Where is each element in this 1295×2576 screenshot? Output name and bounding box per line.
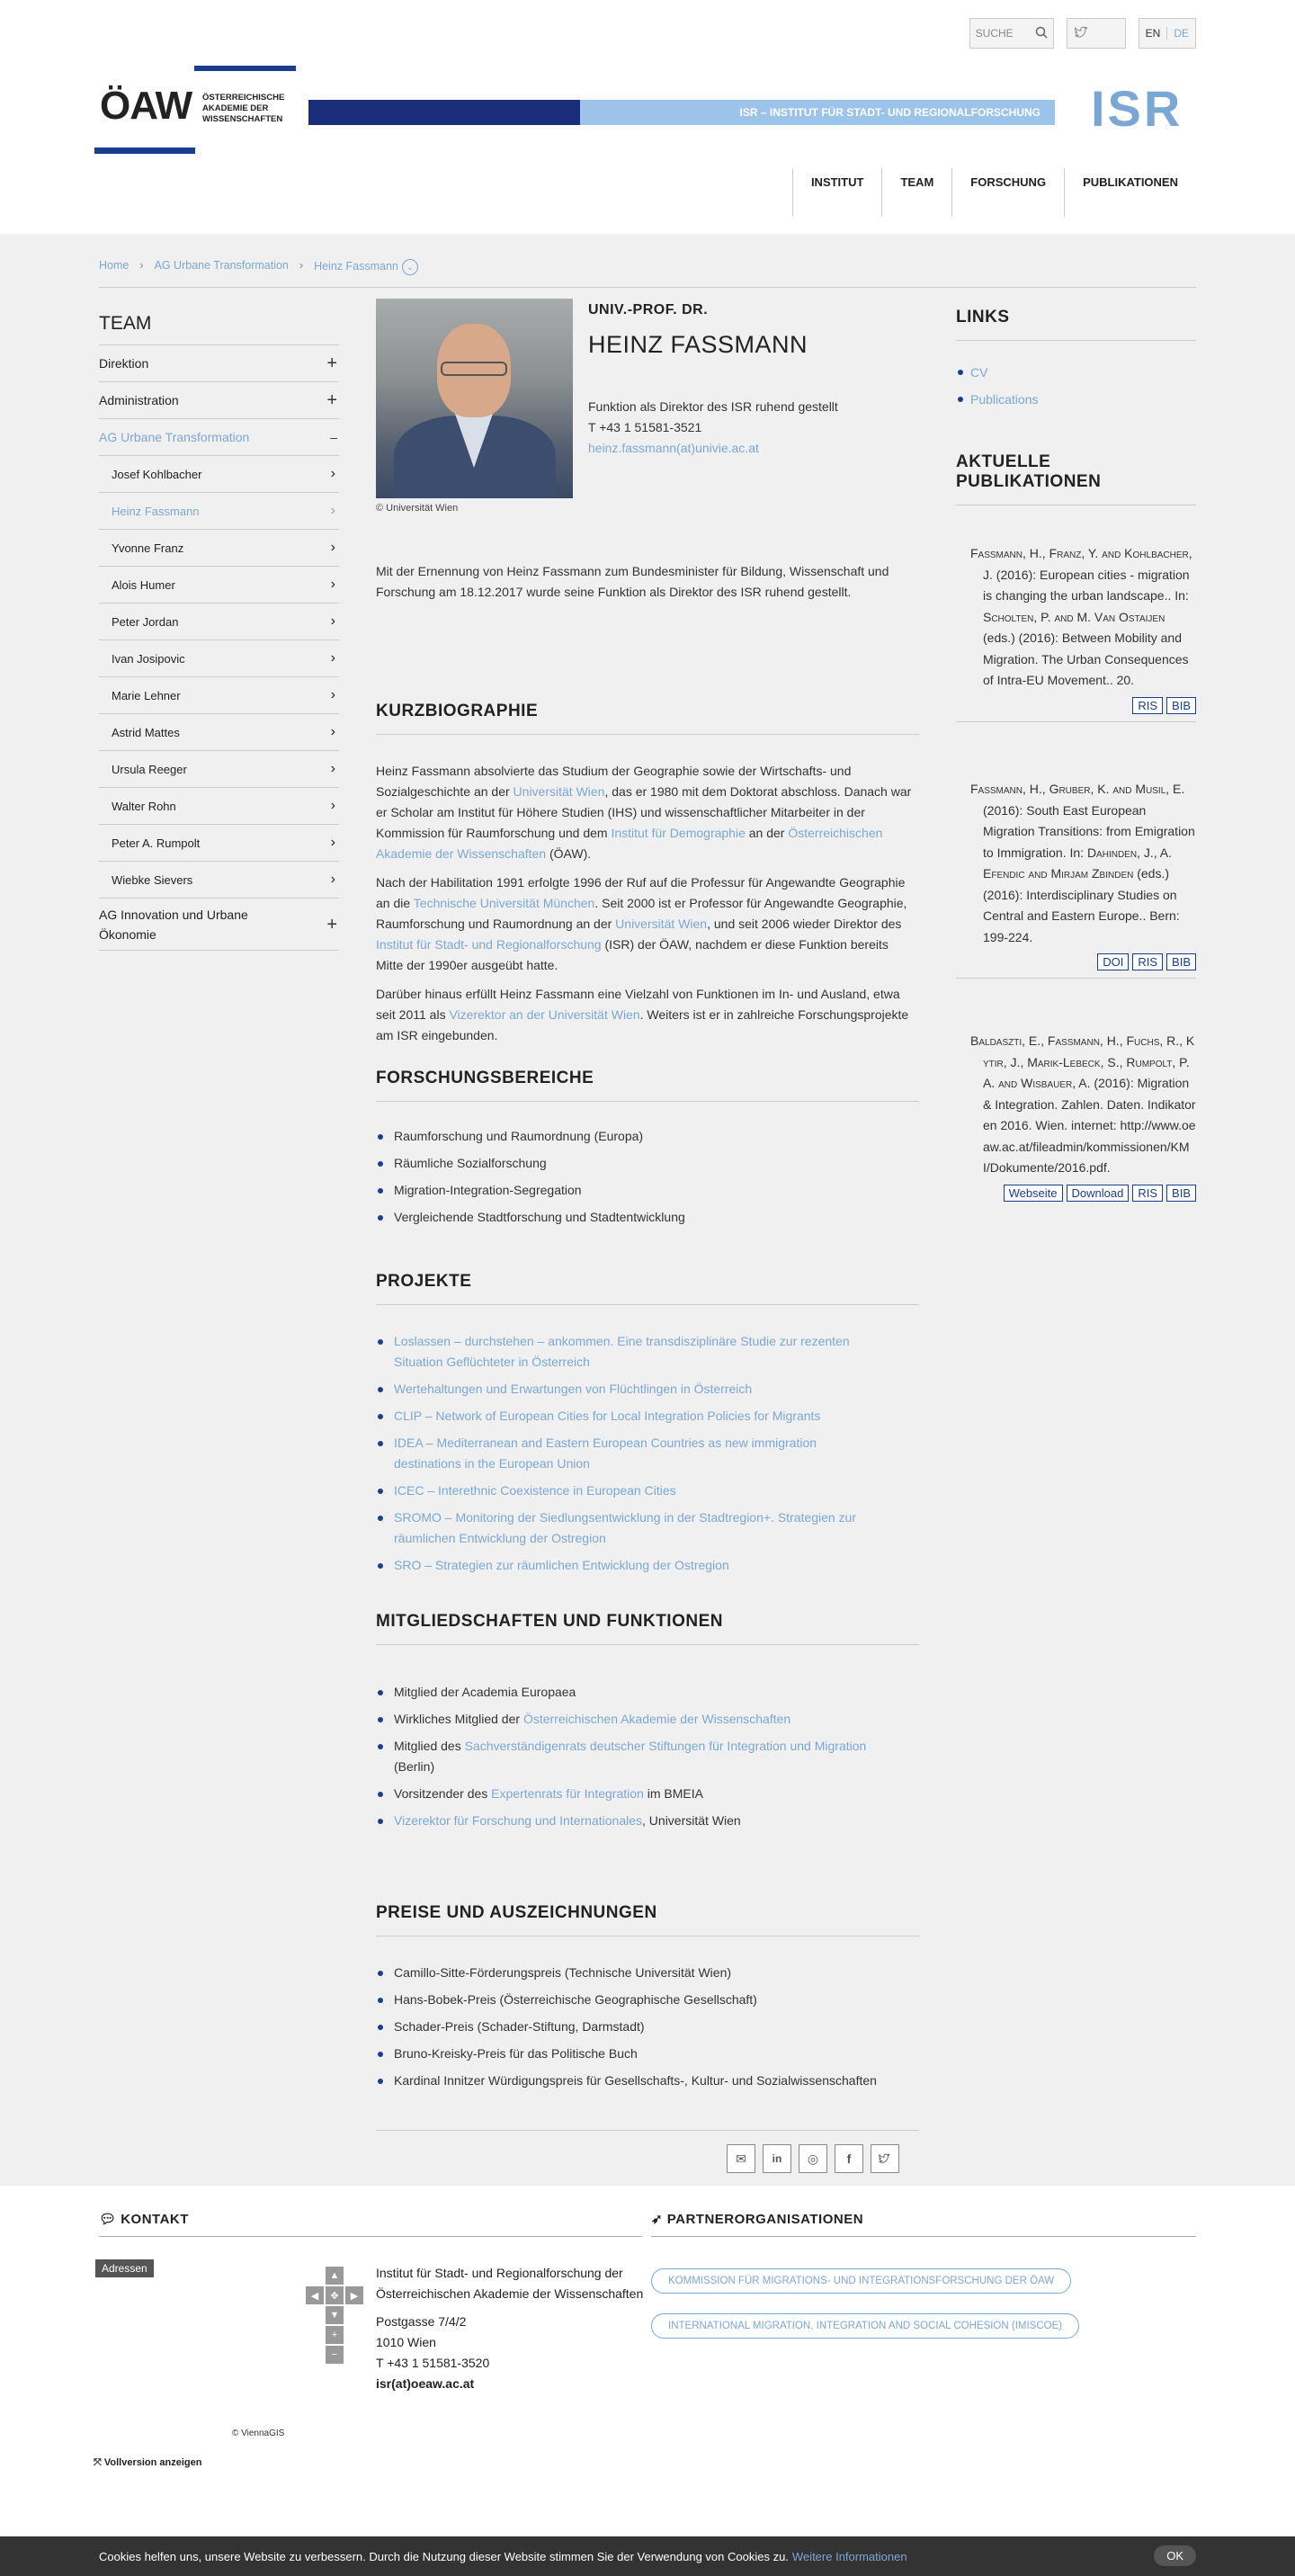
breadcrumb [99, 248, 1196, 288]
sidebar-subitem[interactable] [99, 825, 339, 862]
person-name: HEINZ FASSMANN [588, 331, 808, 358]
kontakt-label: KONTAKT [121, 2212, 189, 2227]
chevron-right-icon: › [330, 540, 335, 555]
ris-button[interactable]: RIS [1132, 697, 1163, 714]
list-item: Kardinal Innitzer Würdigungspreis für Gesellschafts-, Kultur- und Sozialwissenschaften [376, 2071, 919, 2091]
list-item: Vergleichende Stadtforschung und Stadtentwicklung [376, 1207, 919, 1228]
logo-oaw-fullname: ÖSTERREICHISCHE AKADEMIE DER WISSENSCHAFTEN [202, 93, 285, 124]
bio-paragraph-3 [376, 984, 919, 1046]
nav-publikationen[interactable]: PUBLIKATIONEN [1064, 168, 1196, 217]
sidebar-subitem-label: Alois Humer [112, 577, 175, 592]
list-item: Camillo-Sitte-Förderungspreis (Technische Universität Wien) [376, 1963, 919, 1983]
logo-oaw-wordmark: ÖAW [100, 84, 192, 128]
project-link[interactable]: ICEC – Interethnic Coexistence in European Cities [394, 1483, 676, 1498]
phone-number: T +43 1 51581-3521 [588, 420, 702, 434]
list-item [376, 1811, 880, 1831]
chevron-right-icon: › [330, 650, 335, 666]
publications-link[interactable]: Publications [970, 392, 1039, 407]
list-item [376, 1709, 880, 1730]
sidebar-subitem[interactable] [99, 714, 339, 751]
cv-link[interactable]: CV [970, 365, 988, 380]
project-link[interactable]: IDEA – Mediterranean and Eastern European Countries as new immigration destinations in the European Union [394, 1436, 817, 1471]
photo-caption: © Universität Wien [376, 503, 459, 514]
plus-icon[interactable]: + [326, 353, 337, 373]
breadcrumb-current-label: Heinz Fassmann [314, 260, 398, 273]
cookie-text: Cookies helfen uns, unsere Website zu verbessern. Durch die Nutzung dieser Website stimmen Sie der Verwendung von Cookies zu. [99, 2549, 789, 2563]
sidebar-item-ag-innovation[interactable] [99, 899, 339, 951]
search-placeholder: SUCHE [975, 27, 1014, 40]
main-nav [792, 168, 1196, 217]
list-item[interactable] [376, 1433, 880, 1474]
search-input[interactable] [969, 18, 1054, 49]
forschung-list [376, 1126, 919, 1234]
chevron-right-icon: › [330, 503, 335, 518]
chevron-right-icon: › [330, 872, 335, 887]
right-sidebar [956, 308, 1196, 1200]
bio-paragraph-2 [376, 872, 919, 976]
chevron-right-icon: › [330, 761, 335, 776]
sidebar-subitem-label: Peter A. Rumpolt [112, 836, 201, 850]
chevron-right-icon: › [330, 577, 335, 592]
cookie-banner [0, 2536, 1295, 2576]
links-list [956, 359, 1196, 413]
list-item[interactable] [956, 386, 1196, 413]
pan-center-icon[interactable]: ✥ [326, 2286, 344, 2304]
list-item [376, 1784, 880, 1804]
project-link[interactable]: SROMO – Monitoring der Siedlungsentwicklung in der Stadtregion+. Strategien zur räumlichen Entwicklung der Ostregion [394, 1510, 856, 1545]
list-item[interactable] [956, 359, 1196, 386]
publication-buttons [956, 953, 1196, 970]
sidebar-subitem[interactable] [99, 604, 339, 640]
zoom-out-icon[interactable]: − [326, 2346, 344, 2364]
sidebar-subitem-label: Walter Rohn [112, 799, 176, 813]
project-link[interactable]: Wertehaltungen und Erwartungen von Flüchtlingen in Österreich [394, 1382, 753, 1396]
authors: Fassmann, H., Gruber, K. and Musil, E. [970, 782, 1185, 796]
pan-right-icon[interactable]: ▶ [345, 2286, 363, 2304]
email-link[interactable]: heinz.fassmann(at)univie.ac.at [588, 441, 759, 455]
text: (ÖAW). [546, 846, 592, 861]
vollversion-label: Vollversion anzeigen [103, 2457, 202, 2468]
cookie-more-info-link[interactable]: Weitere Informationen [791, 2549, 907, 2563]
doi-button[interactable]: DOI [1097, 953, 1129, 970]
sidebar-item-label: AG Innovation und Urbane Ökonomie [99, 907, 248, 942]
oaw-logo[interactable] [94, 66, 296, 154]
section-heading-projekte: PROJEKTE [376, 1272, 919, 1305]
text: (2016): Migration & Integration. Zahlen. Daten. Indikatoren 2016. Wien. internet: http://www.oeaw.ac.at/fileadmin/kommissionen/KMI/Dokumente/2016.pdf. [983, 1076, 1196, 1175]
partner-link-imiscoe[interactable]: INTERNATIONAL MIGRATION, INTEGRATION AND SOCIAL COHESION (IMISCOE) [651, 2313, 1079, 2339]
sidebar-subitem-label: Astrid Mattes [112, 725, 180, 739]
pan-left-icon[interactable]: ◀ [306, 2286, 324, 2304]
logo-bar-bottom [94, 148, 195, 154]
sidebar-item-administration[interactable] [99, 382, 339, 419]
sidebar-subitem[interactable] [99, 751, 339, 788]
site-header [0, 0, 1295, 234]
expand-icon: ⤧ [94, 2457, 102, 2468]
publication-citation [956, 779, 1196, 948]
team-sidebar [99, 308, 339, 951]
share-divider [376, 2130, 919, 2131]
breadcrumb-home[interactable]: Home [99, 259, 130, 272]
publications-title: AKTUELLE PUBLIKATIONEN [956, 452, 1196, 505]
portrait-photo [376, 299, 573, 498]
email-link[interactable]: isr(at)oeaw.ac.at [376, 2376, 475, 2391]
links-title: LINKS [956, 308, 1196, 341]
list-item [376, 1736, 880, 1777]
chevron-right-icon: › [330, 798, 335, 813]
sidebar-item-direktion[interactable] [99, 345, 339, 382]
profile-header [588, 302, 921, 459]
chevron-right-icon: › [330, 724, 335, 739]
breadcrumb-separator: › [139, 259, 144, 272]
text: Mitglied des [394, 1739, 465, 1753]
text: (Berlin) [394, 1759, 435, 1774]
publication-buttons [956, 697, 1196, 714]
text: , und seit 2006 wieder Direktor des [707, 917, 902, 931]
list-item[interactable] [376, 1555, 880, 1576]
list-item[interactable] [376, 1507, 880, 1549]
ris-button[interactable]: RIS [1132, 1185, 1163, 1202]
twitter-icon [1075, 26, 1089, 41]
text: Vorsitzender des [394, 1786, 492, 1801]
sidebar-subitem[interactable] [99, 677, 339, 714]
text: , Universität Wien [642, 1813, 741, 1828]
plus-icon[interactable]: + [326, 914, 337, 935]
sidebar-subitem-label: Wiebke Sievers [112, 872, 193, 887]
mitglied-list [376, 1682, 880, 1838]
lang-de[interactable]: DE [1166, 27, 1195, 40]
list-item[interactable] [376, 1406, 880, 1427]
breadcrumb-ag-urbane[interactable]: AG Urbane Transformation [154, 259, 289, 272]
partner-link-kmi[interactable]: KOMMISSION FÜR MIGRATIONS- UND INTEGRATIONSFORSCHUNG DER ÖAW [651, 2268, 1071, 2294]
publication-buttons [956, 1185, 1196, 1202]
text: (2016): South East European Migration Transitions: from Emigration to Immigration. In: [983, 802, 1195, 860]
link-universitaet-wien[interactable]: Universität Wien [513, 784, 605, 799]
vollversion-link[interactable] [94, 2457, 201, 2469]
kontakt-heading [99, 2211, 642, 2237]
link-vizerektor[interactable]: Vizerektor für Forschung und Internationales [394, 1813, 643, 1828]
sidebar-subitem[interactable] [99, 567, 339, 604]
institute-name: Institut für Stadt- und Regionalforschung der Österreichischen Akademie der Wissenschaften [376, 2266, 644, 2301]
twitter-button[interactable] [1067, 18, 1126, 49]
publication-citation [956, 543, 1196, 692]
bib-button[interactable]: BIB [1166, 1185, 1196, 1202]
map-attribution: © ViennaGIS [232, 2428, 285, 2438]
pan-up-icon[interactable]: ▲ [326, 2267, 344, 2285]
partner-label: PARTNERORGANISATIONEN [666, 2212, 864, 2227]
linkedin-share-icon[interactable]: in [763, 2144, 791, 2173]
text: an der [745, 826, 789, 840]
list-item: Migration-Integration-Segregation [376, 1180, 919, 1201]
text: J. (2016): European cities - migration is changing the urban landscape.. In: [983, 567, 1190, 603]
bio-paragraph-1 [376, 761, 919, 864]
partner-heading [651, 2211, 1196, 2237]
text: . Weiters ist er in zahlreiche Forschungsprojekte am ISR eingebunden. [376, 1007, 909, 1042]
list-item[interactable] [376, 1480, 880, 1501]
editors: Scholten, P. and M. Van Ostaijen [983, 609, 1166, 624]
chevron-down-icon[interactable]: ⌄ [402, 259, 418, 275]
publication-entry [956, 779, 1196, 979]
sidebar-subitem-label: Yvonne Franz [112, 541, 184, 555]
nav-forschung[interactable]: FORSCHUNG [951, 168, 1064, 217]
pan-down-icon[interactable]: ▼ [326, 2306, 344, 2324]
share-bar [727, 2144, 899, 2173]
adressen-button[interactable]: Adressen [95, 2259, 154, 2277]
sidebar-item-label: AG Urbane Transformation [99, 430, 250, 444]
website-button[interactable]: Webseite [1004, 1185, 1063, 1202]
chevron-right-icon: › [330, 687, 335, 702]
sidebar-subitem[interactable] [99, 640, 339, 677]
isr-logo[interactable]: ISR [1091, 80, 1183, 137]
authors: Fassmann, H., Franz, Y. and Kohlbacher, [970, 546, 1192, 560]
list-item: Schader-Preis (Schader-Stiftung, Darmstadt) [376, 2017, 919, 2037]
download-button[interactable]: Download [1067, 1185, 1130, 1202]
site-footer [0, 2186, 1295, 2536]
search-icon[interactable] [1035, 26, 1048, 41]
email-share-icon[interactable]: ✉ [727, 2144, 755, 2173]
intro-text: Mit der Ernennung von Heinz Fassmann zum Bundesminister für Bildung, Wissenschaft und Forschung am 18.12.2017 wurde seine Funktion als Direktor des ISR ruhend gestellt. [376, 564, 889, 599]
list-item[interactable] [376, 1379, 880, 1400]
text: (eds.) (2016): Between Mobility and Migration. The Urban Consequences of Intra-EU Movement.. 20. [983, 631, 1189, 687]
sidebar-subitem-label: Heinz Fassmann [112, 504, 200, 518]
sidebar-item-ag-urbane-transformation[interactable] [99, 419, 339, 456]
utility-bar [969, 18, 1196, 49]
twitter-share-icon[interactable] [871, 2144, 899, 2173]
preise-list [376, 1963, 919, 2097]
text: im BMEIA [643, 1786, 703, 1801]
sidebar-item-label: Administration [99, 393, 179, 407]
ris-button[interactable]: RIS [1132, 953, 1163, 970]
city: 1010 Wien [376, 2335, 436, 2349]
link-isr[interactable]: Institut für Stadt- und Regionalforschung [376, 937, 602, 952]
text: Wirkliches Mitglied der [394, 1712, 523, 1726]
zoom-in-icon[interactable]: + [326, 2326, 344, 2344]
rocket-icon: ➶ [651, 2212, 664, 2227]
text: . Seit 2000 ist er Professor für Angewandte Geographie, Raumforschung und Raumordnung an der [376, 896, 907, 931]
link-institut-demographie[interactable]: Institut für Demographie [611, 826, 746, 840]
publication-entry [956, 1031, 1196, 1209]
bib-button[interactable]: BIB [1166, 953, 1196, 970]
isr-bar-title: ISR – INSTITUT FÜR STADT- UND REGIONALFORSCHUNG [580, 100, 1055, 125]
list-item: Mitglied der Academia Europaea [376, 1682, 880, 1703]
nav-team[interactable]: TEAM [881, 168, 951, 217]
project-link[interactable]: CLIP – Network of European Cities for Local Integration Policies for Migrants [394, 1409, 821, 1423]
lang-en[interactable]: EN [1145, 27, 1161, 40]
projekte-list [376, 1331, 880, 1582]
isr-bar-dark [308, 100, 580, 125]
phone: T +43 1 51581-3520 [376, 2356, 490, 2370]
chevron-right-icon: › [330, 835, 335, 850]
minus-icon[interactable]: – [330, 430, 337, 444]
street: Postgasse 7/4/2 [376, 2314, 467, 2329]
cookie-ok-button[interactable]: OK [1154, 2545, 1196, 2566]
link-sachverstaendigenrat[interactable]: Sachverständigenrats deutscher Stiftungen für Integration und Migration [464, 1739, 867, 1753]
breadcrumb-current[interactable] [314, 259, 418, 275]
address-block [376, 2263, 646, 2394]
text: Nach der Habilitation 1991 erfolgte 1996 der Ruf auf die Professur für Angewandte Geographie an die [376, 875, 906, 910]
project-link[interactable]: Loslassen – durchstehen – ankommen. Eine transdisziplinäre Studie zur rezenten Situation Geflüchteter in Österreich [394, 1334, 850, 1369]
portrait-glasses [441, 362, 507, 376]
academic-title: UNIV.-PROF. DR. [588, 302, 709, 318]
sidebar-subitem[interactable] [99, 530, 339, 567]
chevron-right-icon: › [330, 466, 335, 481]
project-link[interactable]: SRO – Strategien zur räumlichen Entwicklung der Ostregion [394, 1558, 729, 1572]
researchgate-share-icon[interactable]: ◎ [799, 2144, 827, 2173]
chevron-right-icon: › [330, 613, 335, 629]
language-switcher [1139, 18, 1196, 49]
text: , das er 1980 mit dem Doktorat abschloss. Danach war er Scholar am Institut für Höhere Studien (IHS) und wissenschaftlicher Mitarbeiter in der Kommission für Raumforschung und dem [376, 784, 912, 840]
publication-citation [956, 1031, 1196, 1179]
sidebar-subitem-label: Josef Kohlbacher [112, 467, 202, 481]
text: (eds.) (2016): Interdisciplinary Studies on Central and Eastern Europe.. Bern: 199-224. [983, 866, 1180, 944]
sidebar-subitem[interactable] [99, 456, 339, 493]
sidebar-subitem-label: Ivan Josipovic [112, 651, 185, 666]
link-expertenrat[interactable]: Expertenrats für Integration [491, 1786, 644, 1801]
sidebar-subitem-active[interactable] [99, 493, 339, 530]
list-item: Bruno-Kreisky-Preis für das Politische Buch [376, 2044, 919, 2064]
sidebar-title: TEAM [99, 308, 339, 345]
section-heading-preise: PREISE UND AUSZEICHNUNGEN [376, 1903, 919, 1936]
text: Darüber hinaus erfüllt Heinz Fassmann eine Vielzahl von Funktionen im In- und Ausland, etwa seit 2011 als [376, 987, 900, 1022]
bib-button[interactable]: BIB [1166, 697, 1196, 714]
link-oeaw[interactable]: Österreichischen Akademie der Wissenschaften [376, 826, 883, 861]
section-heading-forschungsbereiche: FORSCHUNGSBEREICHE [376, 1069, 919, 1102]
list-item: Raumforschung und Raumordnung (Europa) [376, 1126, 919, 1147]
list-item: Hans-Bobek-Preis (Österreichische Geographische Gesellschaft) [376, 1990, 919, 2010]
text: Heinz Fassmann absolvierte das Studium der Geographie sowie der Wirtschafts- und Sozialgeschichte an der [376, 764, 852, 799]
list-item: Räumliche Sozialforschung [376, 1153, 919, 1174]
link-vizerektor[interactable]: Vizerektor an der Universität Wien [449, 1007, 640, 1022]
facebook-share-icon[interactable]: f [835, 2144, 863, 2173]
kurzbiographie-text [376, 761, 919, 1054]
list-item[interactable] [376, 1331, 880, 1373]
sidebar-item-label: Direktion [99, 356, 149, 371]
link-tu-muenchen[interactable]: Technische Universität München [413, 896, 595, 910]
sidebar-subitem-label: Ursula Reeger [112, 762, 187, 776]
sidebar-subitem[interactable] [99, 862, 339, 899]
function-note: Funktion als Direktor des ISR ruhend gestellt [588, 399, 838, 414]
sidebar-subitem-label: Marie Lehner [112, 688, 181, 702]
publication-entry [956, 543, 1196, 722]
speech-bubble-icon: 💬︎ [99, 2212, 117, 2227]
authors: Baldaszti, E., Fassmann, H., Fuchs, R., Kytir, J., Marik-Lebeck, S., Rumpolt, P. A. and Wisbauer, A. [970, 1033, 1195, 1090]
breadcrumb-separator: › [299, 259, 304, 272]
section-heading-kurzbiographie: KURZBIOGRAPHIE [376, 702, 919, 735]
sidebar-subitem[interactable] [99, 788, 339, 825]
text: (ISR) der ÖAW, nachdem er diese Funktion bereits Mitte der 1990er ausgeübt hatte. [376, 937, 889, 972]
section-heading-mitgliedschaften: MITGLIEDSCHAFTEN UND FUNKTIONEN [376, 1612, 919, 1645]
content-area [0, 234, 1295, 2186]
link-oeaw[interactable]: Österreichischen Akademie der Wissenschaften [522, 1712, 791, 1726]
sidebar-subitem-label: Peter Jordan [112, 614, 179, 629]
contact-info [588, 397, 921, 459]
nav-institut[interactable]: INSTITUT [792, 168, 882, 217]
editors: Dahinden, J., A. Efendic and Mirjam Zbinden [983, 845, 1172, 881]
plus-icon[interactable]: + [326, 389, 337, 410]
logo-bar-top [194, 66, 296, 71]
link-universitaet-wien[interactable]: Universität Wien [615, 917, 708, 931]
